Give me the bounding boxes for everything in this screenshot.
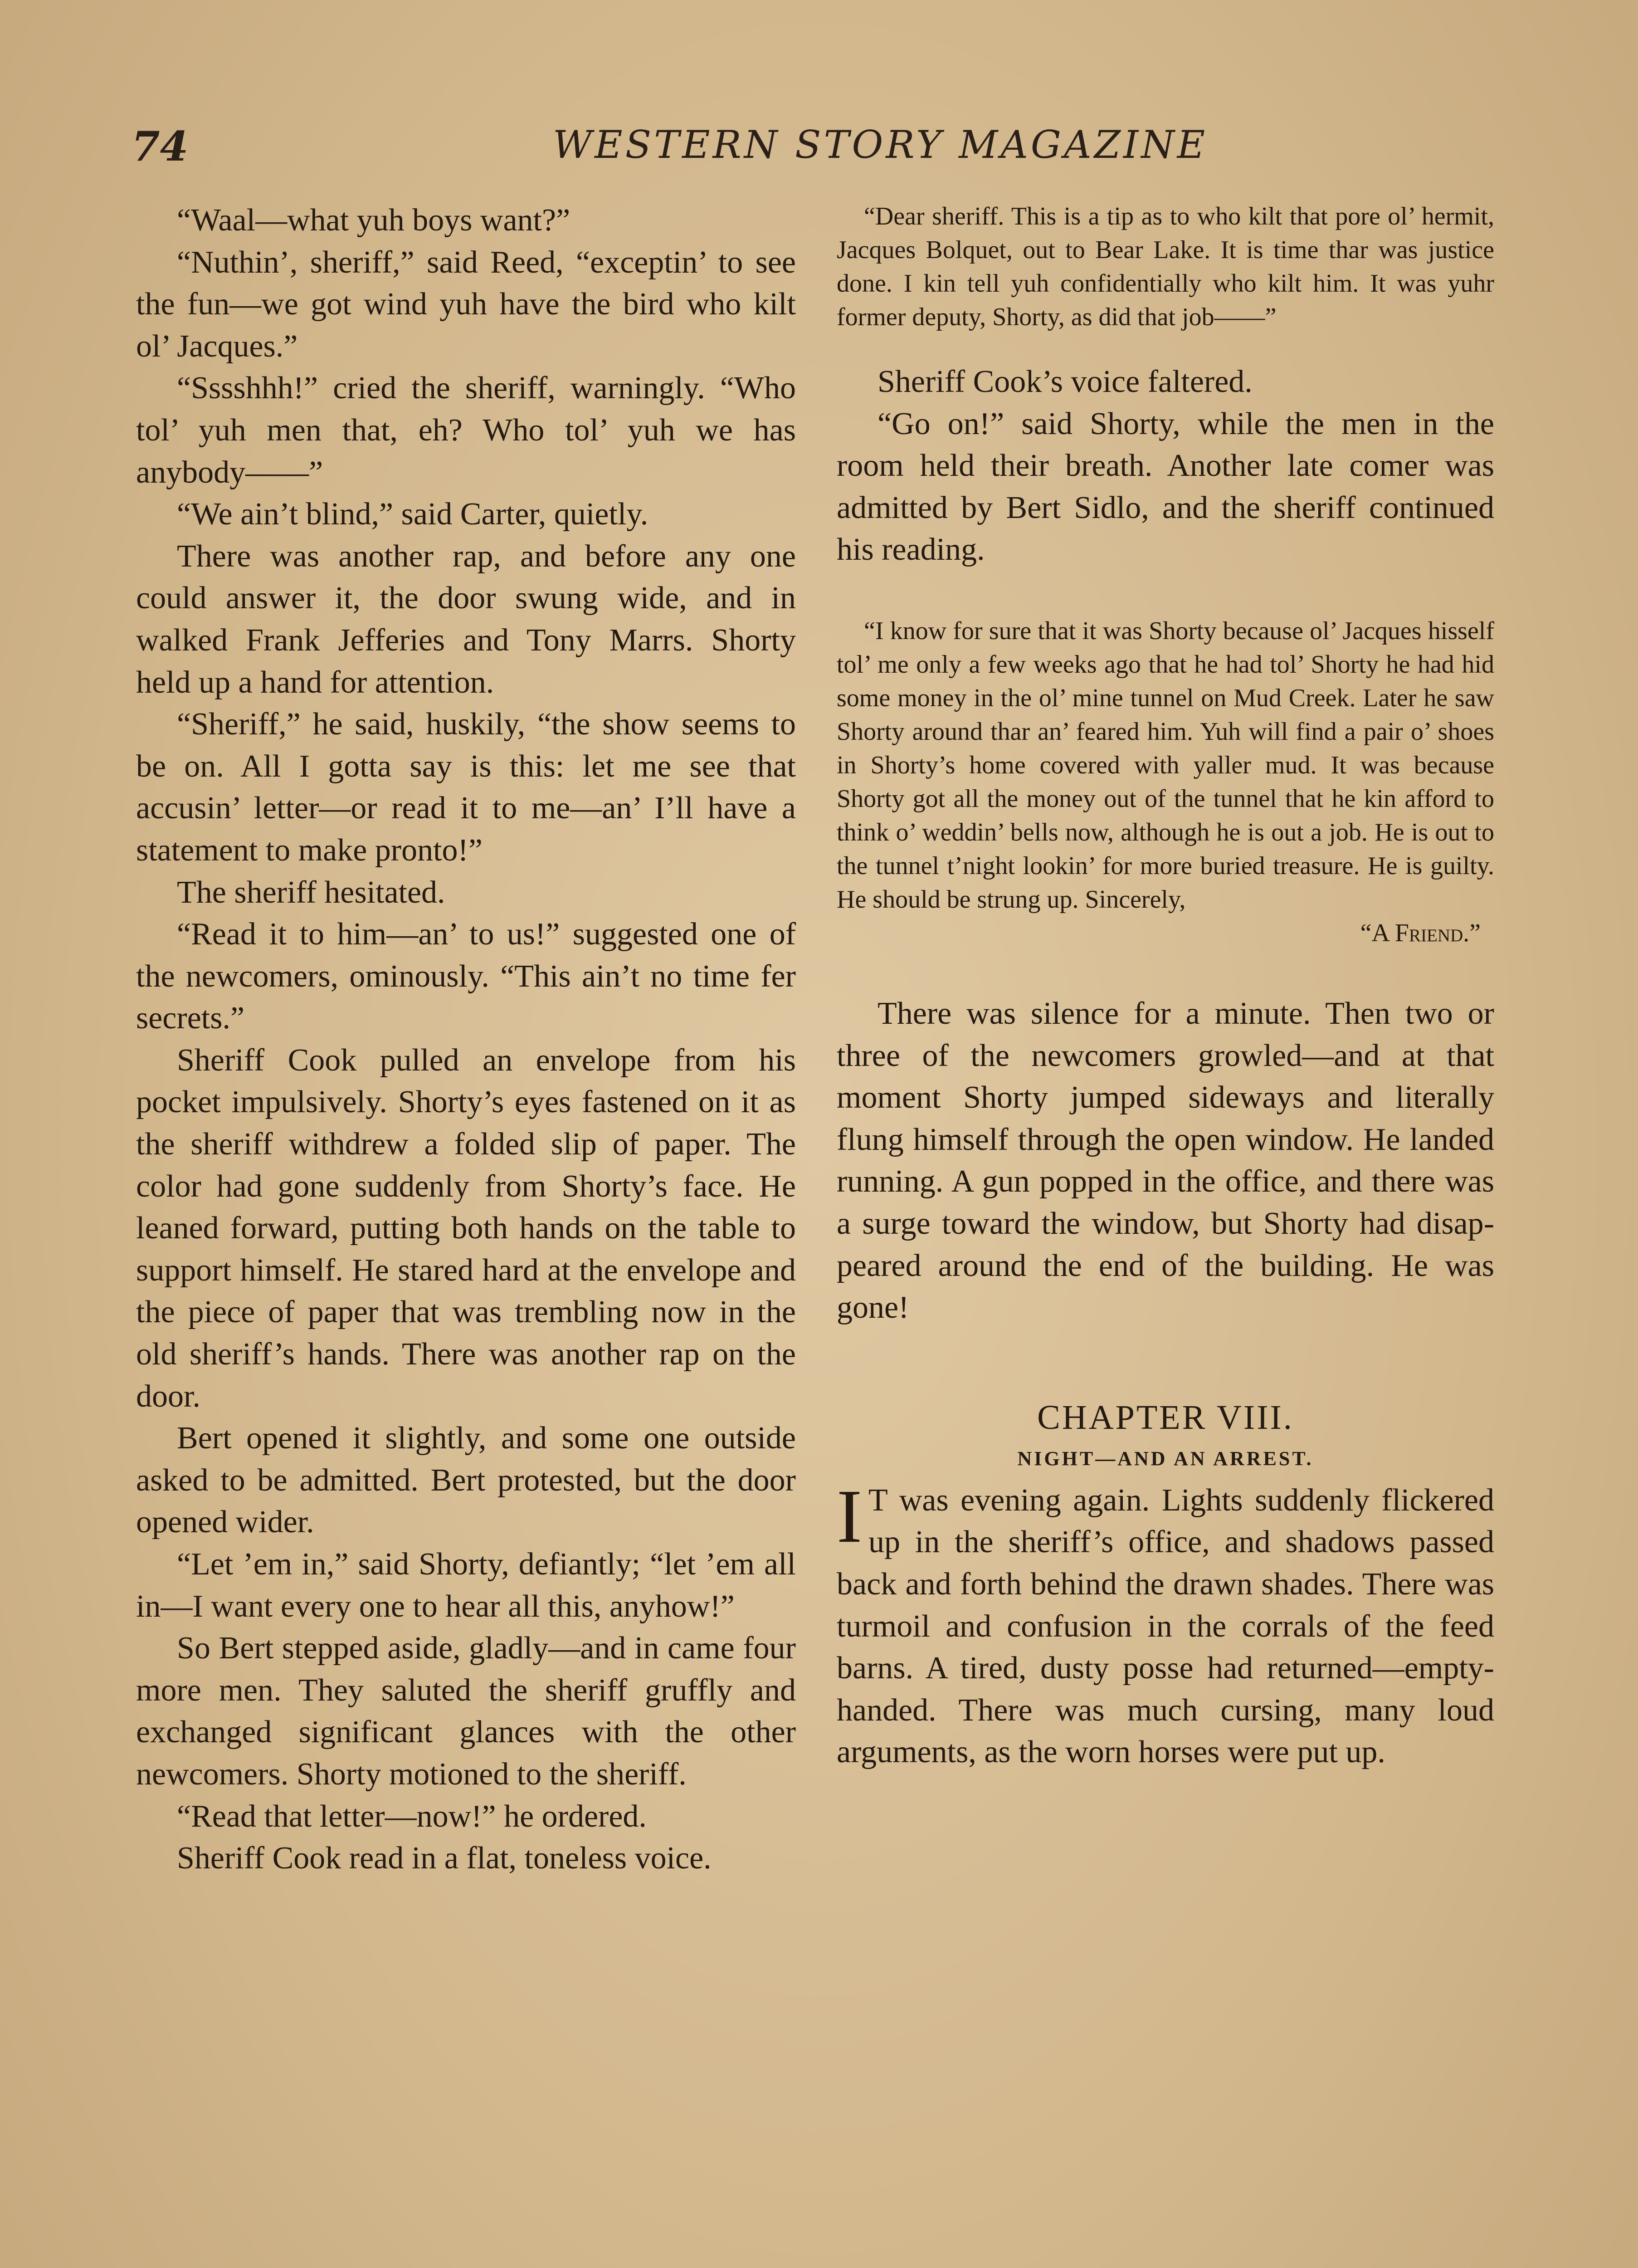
paragraph: “Go on!” said Shorty, while the men in the room held their breath. Another late comer was admitted by Bert Sidlo, and the sheriff continued his reading. bbox=[837, 406, 1494, 567]
page-number: 74 bbox=[132, 122, 189, 171]
paragraph: So Bert stepped aside, gladly—and in came four more men. They saluted the sheriff gruffly and exchanged significant glances with the other newcomers. Shorty motioned to the sheriff. bbox=[136, 1631, 796, 1792]
page-header bbox=[132, 122, 1511, 186]
paragraph: There was another rap, and before any one could answer it, the door swung wide, and in walked Frank Jefferies and Tony Marrs. Shorty held up a hand for attention. bbox=[136, 538, 796, 700]
paragraph: “Let ’em in,” said Shorty, defiantly; “let ’em all in—I want every one to hear all this, anyhow!” bbox=[136, 1547, 796, 1624]
drop-cap: I bbox=[837, 1474, 862, 1559]
chapter-text: T was evening again. Lights suddenly flickered up in the sheriff’s office, and shadows passed back and forth behind the drawn shades. There was turmoil and confusion in the corrals of the feed barns. A tired, dusty posse had returned—empty-handed. There was much cursing, many loud arguments, as the worn horses were put up. bbox=[837, 1482, 1494, 1770]
paragraph: “Nuthin’, sheriff,” said Reed, “exceptin’ to see the fun—we got wind yuh have the bird who kilt ol’ Jacques.” bbox=[136, 244, 796, 364]
paragraph: The sheriff hesitated. bbox=[177, 875, 445, 910]
magazine-title: WESTERN STORY MAGAZINE bbox=[552, 122, 1208, 167]
chapter-heading: CHAPTER VIII. bbox=[1037, 1398, 1294, 1437]
paragraph: Bert opened it slightly, and some one outside asked to be admitted. Bert protested, but the door opened wider. bbox=[136, 1421, 796, 1540]
paragraph: Sheriff Cook pulled an envelope from his pocket impulsively. Shorty’s eyes fastened on it as the sheriff withdrew a folded slip of paper. The color had gone suddenly from Shorty’s face. He leaned forward, putting both hands on the table to support himself. He stared hard at the envelope and the piece of paper that was trembling now in the old sheriff’s hands. There was another rap on the door. bbox=[136, 1042, 796, 1414]
right-column bbox=[837, 200, 1494, 1774]
paragraph: “Read it to him—an’ to us!” suggested one of the newcomers, ominously. “This ain’t no time fer secrets.” bbox=[136, 917, 796, 1036]
chapter-opening-paragraph bbox=[837, 1474, 1494, 1774]
letter-excerpt: “I know for sure that it was Shorty because ol’ Jacques hisself tol’ me only a few weeks ago that he had tol’ Shorty he had hid some money in the ol’ mine tunnel on Mud Creek. Later he saw Shorty around thar an’ feared him. Yuh will find a pair o’ shoes in Shorty’s home covered with yaller mud. It was because Shorty got all the money out of the tunnel that he kin afford to think o’ weddin’ bells now, although he is out a job. He is out to the tunnel t’night lookin’ for more buried treasure. He is guilty. He should be strung up. Sincerely, bbox=[837, 616, 1494, 914]
paragraph: “Sheriff,” he said, huskily, “the show seems to be on. All I gotta say is this: let me see that accusin’ letter—or read it to me—an’ I’ll have a statement to make pronto!” bbox=[136, 707, 796, 868]
chapter-subtitle: NIGHT—AND AN ARREST. bbox=[1017, 1447, 1314, 1470]
left-column bbox=[136, 200, 796, 1880]
letter-signature: “A Friend.” bbox=[1360, 919, 1481, 947]
paragraph: There was silence for a minute. Then two or three of the newcomers growled—and at that moment Shorty jumped sideways and literally flung himself through the open window. He landed running. A gun popped in the office, and there was a surge toward the window, but Shorty had disappeared around the end of the building. He was gone! bbox=[837, 996, 1494, 1325]
paragraph: “We ain’t blind,” said Carter, quietly. bbox=[177, 497, 648, 532]
paragraph: “Waal—what yuh boys want?” bbox=[177, 203, 570, 238]
paragraph: “Read that letter—now!” he ordered. bbox=[177, 1799, 647, 1834]
paragraph: “Sssshhh!” cried the sheriff, warningly. “Who tol’ yuh men that, eh? Who tol’ yuh we has anybody——” bbox=[136, 371, 796, 490]
paragraph: Sheriff Cook’s voice faltered. bbox=[878, 364, 1253, 399]
letter-excerpt: “Dear sheriff. This is a tip as to who kilt that pore ol’ hermit, Jacques Bolquet, out to Bear Lake. It is time thar was justice done. I kin tell yuh confidentially who kilt him. It was yuhr former deputy, Shorty, as did that job——” bbox=[837, 202, 1494, 331]
paragraph: Sheriff Cook read in a flat, toneless voice. bbox=[177, 1841, 712, 1876]
